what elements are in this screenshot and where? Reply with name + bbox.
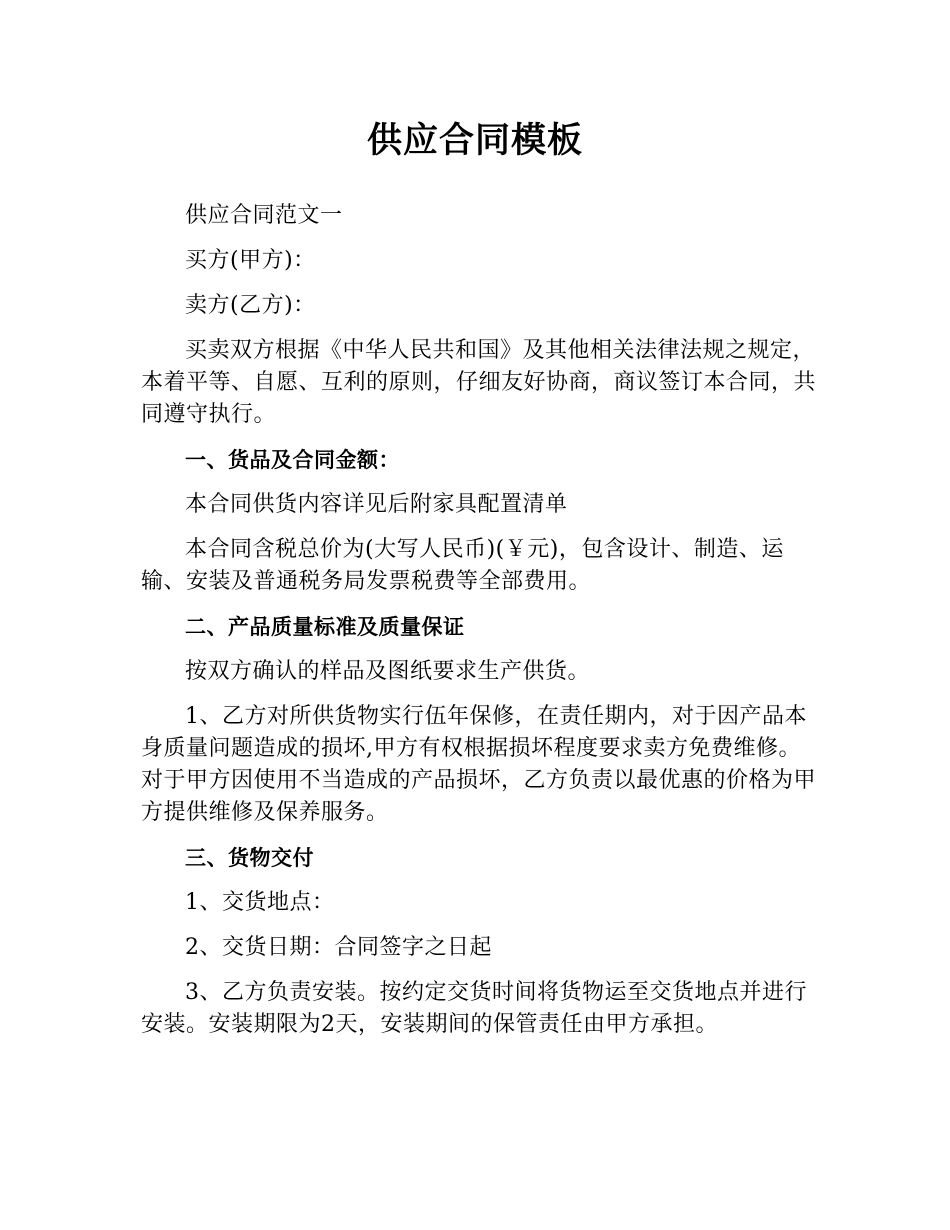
paragraph: 2、交货日期：合同签字之日起	[185, 935, 492, 960]
section-heading: 一、货品及合同金额：	[185, 448, 400, 472]
paragraph: 按双方确认的样品及图纸要求生产供货。	[185, 659, 591, 684]
paragraph: 卖方(乙方)：	[185, 293, 316, 318]
document-title: 供应合同模板	[366, 121, 583, 161]
document-body	[141, 200, 821, 1054]
section-heading: 三、货物交付	[185, 846, 314, 870]
paragraph: 买卖双方根据《中华人民共和国》及其他相关法律法规之规定，本着平等、自愿、互利的原则，仔细友好协商，商议签订本合同，共同遵守执行。	[141, 338, 817, 427]
paragraph: 1、交货地点：	[185, 890, 335, 915]
paragraph: 3、乙方负责安装。按约定交货时间将货物运至交货地点并进行安装。安装期限为2天，安装期间的保管责任由甲方承担。	[141, 980, 807, 1037]
paragraph: 本合同含税总价为(大写人民币)(￥元)，包含设计、制造、运输、安装及普通税务局发票税费等全部费用。	[141, 537, 784, 594]
paragraph: 供应合同范文一	[185, 203, 343, 228]
paragraph: 买方(甲方)：	[185, 248, 316, 273]
paragraph: 1、乙方对所供货物实行伍年保修，在责任期内，对于因产品本身质量问题造成的损坏,甲方有权根据损坏程度要求卖方免费维修。对于甲方因使用不当造成的产品损坏，乙方负责以最优惠的价格为甲方提供维修及保养服务。	[141, 704, 817, 825]
paragraph: 本合同供货内容详见后附家具配置清单	[185, 492, 568, 517]
section-heading: 二、产品质量标准及质量保证	[185, 615, 465, 639]
